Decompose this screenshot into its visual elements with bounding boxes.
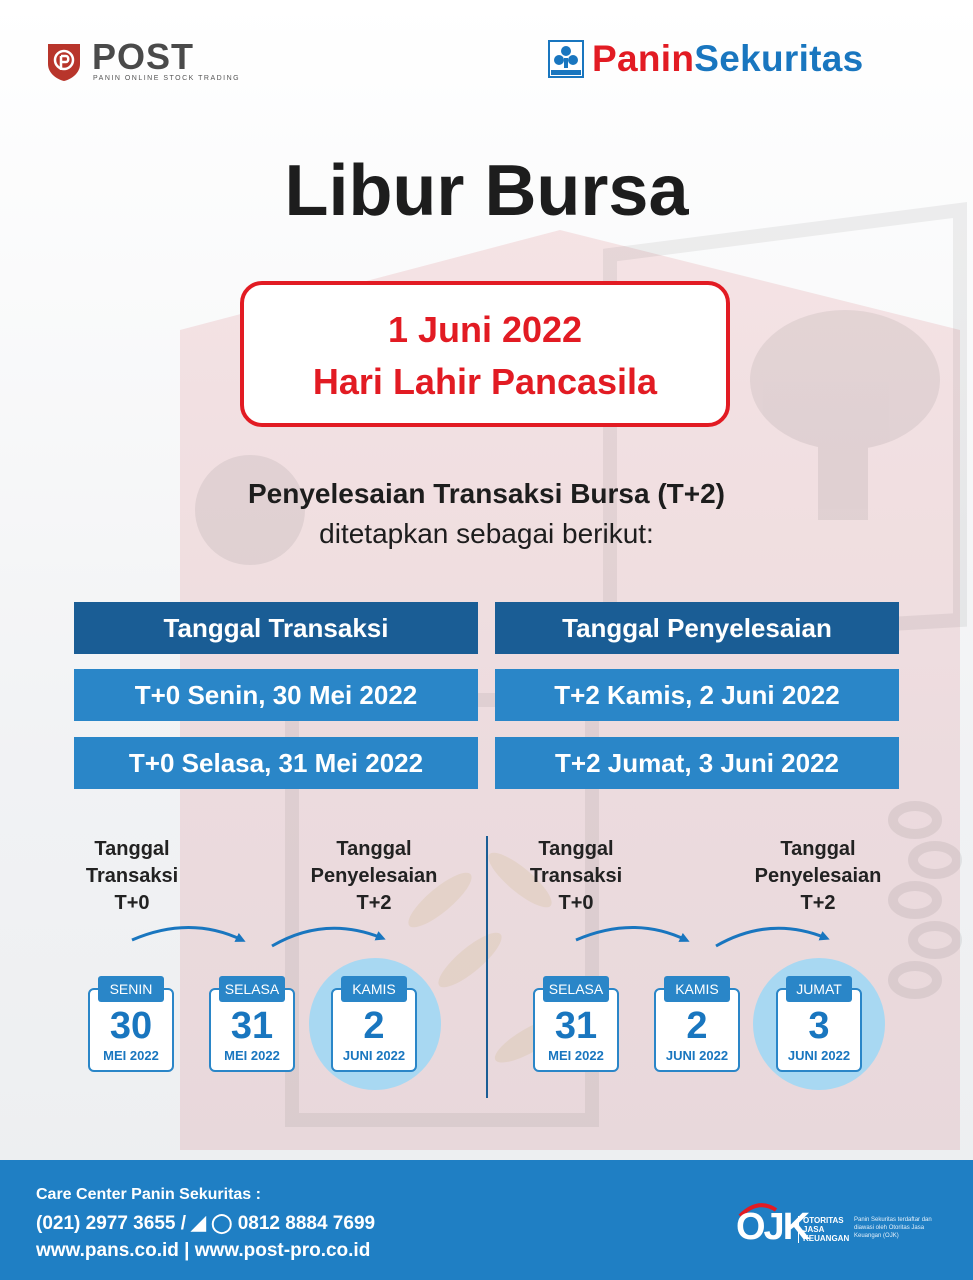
arrow-icon <box>132 928 242 941</box>
footer-bar <box>0 1160 973 1280</box>
calendar-icon <box>209 981 295 1072</box>
calendar-day: JUMAT <box>786 976 852 1002</box>
table-cell: T+2 Jumat, 3 Juni 2022 <box>495 737 899 789</box>
settlement-heading: Penyelesaian Transaksi Bursa (T+2) <box>247 478 726 509</box>
ojk-name-line: OTORITAS <box>803 1216 844 1225</box>
settlement-subheading: ditetapkan sebagai berikut: <box>319 518 654 549</box>
ojk-mark: OJK <box>736 1206 809 1248</box>
label-line: Transaksi <box>529 865 623 887</box>
calendar-day: KAMIS <box>341 976 407 1002</box>
care-center-label: Care Center Panin Sekuritas : <box>36 1186 261 1203</box>
table-header-settlement-date: Tanggal Penyelesaian <box>495 602 899 654</box>
table-cell: T+2 Kamis, 2 Juni 2022 <box>495 669 899 721</box>
timeline-divider <box>486 836 488 1098</box>
calendar-month: MEI 2022 <box>548 1048 604 1063</box>
calendar-date: 3 <box>808 1005 830 1047</box>
calendar-day: SENIN <box>98 976 164 1002</box>
label-line: T+2 <box>800 892 836 914</box>
arrow-icon <box>272 928 382 946</box>
label-line: Penyelesaian <box>310 865 438 887</box>
calendar-month: MEI 2022 <box>103 1048 159 1063</box>
calendar-icon <box>776 981 862 1072</box>
label-line: Tanggal <box>336 838 412 860</box>
care-center-phones: (021) 2977 3655 / ◢ ◯ 0812 8884 7699 <box>36 1213 376 1234</box>
panin-wordmark-part1: Panin <box>592 38 695 79</box>
calendar-icon <box>88 981 174 1072</box>
post-tagline: PANIN ONLINE STOCK TRADING <box>93 75 241 82</box>
calendar-icon <box>654 981 740 1072</box>
label-line: T+2 <box>356 892 392 914</box>
calendar-month: JUNI 2022 <box>342 1048 406 1063</box>
calendar-date: 2 <box>686 1005 708 1047</box>
label-line: T+0 <box>558 892 594 914</box>
arrow-icon <box>576 928 686 941</box>
calendar-day: SELASA <box>543 976 609 1002</box>
calendar-month: JUNI 2022 <box>665 1048 729 1063</box>
holiday-date: 1 Juni 2022 <box>387 309 583 350</box>
label-line: Tanggal <box>94 838 170 860</box>
table-cell: T+0 Selasa, 31 Mei 2022 <box>74 737 478 789</box>
table-header-transaction-date: Tanggal Transaksi <box>74 602 478 654</box>
calendar-icon <box>533 981 619 1072</box>
calendar-date: 2 <box>363 1005 385 1047</box>
label-line: Penyelesaian <box>754 865 882 887</box>
ojk-name-line: JASA <box>803 1225 825 1234</box>
post-wordmark: POST <box>92 36 195 77</box>
table-cell: T+0 Senin, 30 Mei 2022 <box>74 669 478 721</box>
ojk-name-line: KEUANGAN <box>803 1234 850 1243</box>
calendar-icon <box>331 981 417 1072</box>
label-line: Tanggal <box>538 838 614 860</box>
page-title: Libur Bursa <box>284 151 689 231</box>
calendar-date: 30 <box>109 1005 153 1047</box>
calendar-day: SELASA <box>219 976 285 1002</box>
calendar-day: KAMIS <box>664 976 730 1002</box>
calendar-date: 31 <box>230 1005 274 1047</box>
arrow-icon <box>716 928 826 946</box>
calendar-date: 31 <box>554 1005 598 1047</box>
calendar-month: MEI 2022 <box>224 1048 280 1063</box>
calendar-month: JUNI 2022 <box>787 1048 851 1063</box>
website-links[interactable]: www.pans.co.id | www.post-pro.co.id <box>36 1240 371 1261</box>
ojk-logo <box>736 1202 946 1258</box>
label-line: Tanggal <box>780 838 856 860</box>
ojk-registration-note: Panin Sekuritas terdaftar dan diawasi oleh Otoritas Jasa Keuangan (OJK) <box>854 1217 932 1239</box>
panin-wordmark-part2: Sekuritas <box>694 38 864 79</box>
label-line: T+0 <box>114 892 150 914</box>
label-line: Transaksi <box>85 865 179 887</box>
holiday-name: Hari Lahir Pancasila <box>312 361 658 402</box>
ojk-name <box>798 1216 853 1243</box>
